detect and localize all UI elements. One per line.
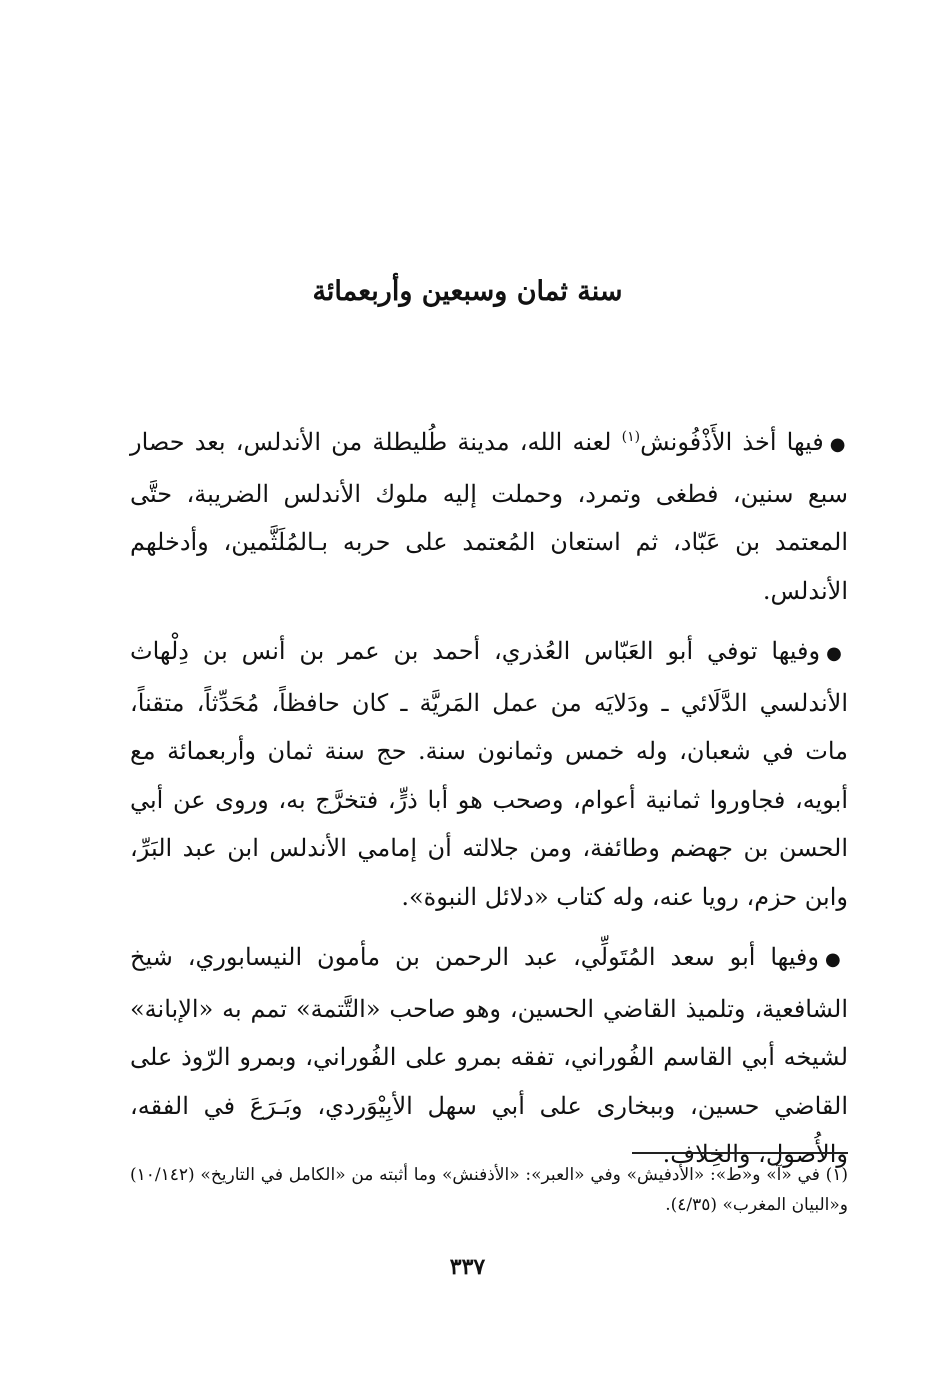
paragraph-2-text: وفيها توفي أبو العَبّاس العُذري، أحمد بن عمر بن أنس بن دِلْهاث الأندلسي الدَّلَائي ـ ودَلايَه من عمل المَريَّة ـ كان حافظاً، مُحَدِّثاً، متقناً، مات في شعبان، وله خمس وثمانون سنة. حج سنة ثمان وأربعمائة مع أبويه، فجاوروا ثمانية أعوام، وصحب هو أبا ذرٍّ، فتخرَّج به، وروى عن أبي الحسن بن جهضم وطائفة، ومن جلالته أن إمامي الأندلس ابن عبد البَرِّ، وابن حزم، رويا عنه، وله كتاب «دلائل النبوة». — [130, 637, 849, 911]
page-number: ٣٣٧ — [449, 1254, 486, 1280]
footnote: (١) في «آ» و«ط»: «الأدفيش» وفي «العبر»: «الأذفنش» وما أثبته من «الكامل في التاريخ» (١٠/١٤٢) و«البيان المغرب» (٤/٣٥). — [130, 1165, 848, 1215]
paragraph-1-text-start: فيها أخذ الأَذْفُونش — [640, 428, 824, 456]
main-text — [130, 418, 848, 1191]
section-heading: سنة ثمان وسبعين وأربعمائة — [312, 276, 623, 307]
footnote-reference[interactable]: (١) — [621, 429, 641, 445]
footnote-divider — [632, 1152, 848, 1154]
paragraph-3-text: وفيها أبو سعد المُتَولِّي، عبد الرحمن بن مأمون النيسابوري، شيخ الشافعية، وتلميذ القاضي الحسين، وهو صاحب «التَّتمة» تمم به «الإبانة» لشيخه أبي القاسم الفُوراني، تفقه بمرو على الفُوراني، وبمرو الرّوذ على القاضي حسين، وببخارى على أبي سهل الأبِيْوَردي، وبَـرَعَ في الفقه، والأُصول، والخِلاف. — [130, 943, 848, 1168]
bullet-icon: ● — [826, 643, 848, 664]
bullet-icon: ● — [825, 949, 848, 970]
paragraph-1-text-end: لعنه الله، مدينة طُليطلة من الأندلس، بعد حصار سبع سنين، فطغى وتمرد، وحملت إليه ملوك الأندلس الضريبة، حتَّى المعتمد بن عَبّاد، ثم استعان المُعتمد على حربه بـالمُلَثَّمين، وأدخلهم الأندلس. — [130, 428, 848, 605]
paragraph-3 — [130, 933, 848, 1179]
paragraph-1 — [130, 418, 848, 615]
paragraph-2 — [130, 627, 848, 921]
bullet-icon: ● — [829, 434, 848, 455]
